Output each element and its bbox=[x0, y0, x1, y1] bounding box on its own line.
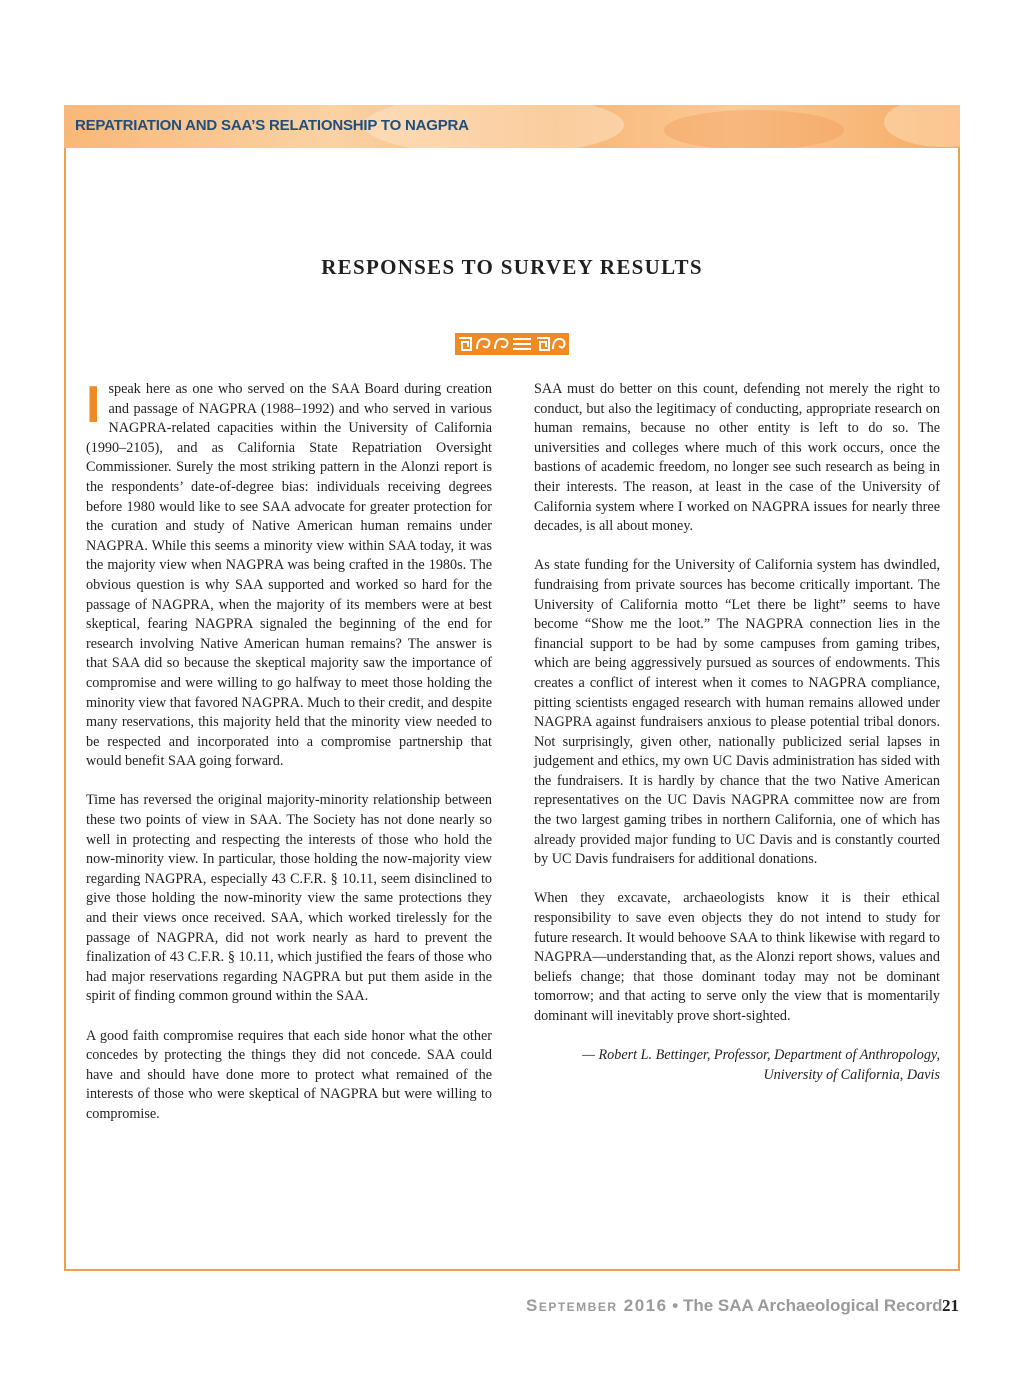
footer-date: September 2016 bbox=[526, 1296, 668, 1315]
signature-affiliation: University of California, Davis bbox=[763, 1066, 940, 1083]
page-title: RESPONSES TO SURVEY RESULTS bbox=[321, 255, 703, 279]
paragraph: A good faith compromise requires that each side honor what the other concedes by protecting the things they did not concede. SAA could have and should have done more to protect what remained of the interests of those who were skeptical of NAGPRA but were willing to compromise. bbox=[86, 1027, 492, 1122]
signature-line: — Robert L. Bettinger, Professor, Department of Anthropology, bbox=[582, 1047, 940, 1064]
paragraph: When they excavate, archaeologists know it is their ethical responsibility to save even objects they do not intend to study for future research. It would behoove SAA to think likewise with regard to NAGPRA—understanding that, as the Alonzi report shows, values and beliefs change; that those dominant today may not be dominant tomorrow; and that acting to serve only the view that is momentarily dominant will inevitably prove short-sighted. bbox=[534, 890, 940, 1024]
article-column-right bbox=[534, 380, 940, 1085]
paragraph: Ispeak here as one who served on the SAA Board during creation and passage of NAGPRA (1988–1992) and who served in various NAGPRA-related capacities within the University of California (1990–2105), and as California State Repatriation Oversight Commissioner. Surely the most striking pattern in the Alonzi report is the respondents’ date-of-degree bias: individuals receiving degrees before 1980 would like to see SAA advocate for greater protection for the curation and study of Native American human remains under NAGPRA. While this seems a minority view within SAA today, it was the majority view when NAGPRA was being crafted in the 1980s. The obvious question is why SAA supported and worked so hard for the passage of NAGPRA, when the majority of its members were at best skeptical, fearing NAGPRA signaled the beginning of the end for research involving Native American human remains? The answer is that SAA did so because the skeptical majority saw the importance of compromise and were willing to go halfway to meet those holding the minority view that favored NAGPRA. Much to their credit, and despite many reservations, this majority held that the minority view needed to be respected and incorporated into a compromise partnership that would benefit SAA going forward. bbox=[86, 376, 492, 770]
author-signature bbox=[534, 1046, 940, 1085]
footer-bullet: • bbox=[672, 1296, 679, 1315]
article-column-left bbox=[86, 376, 492, 1144]
paragraph: SAA must do better on this count, defending not merely the right to conduct, but also the legitimacy of conducting, appropriate research on human remains, because no other entity is left to do so. The universities and colleges where much of this work occurs, once the bastions of academic freedom, no longer see such research as being in their interests. The reason, at least in the case of the University of California system where I worked on NAGPRA issues for nearly three decades, is all about money. bbox=[534, 381, 940, 535]
paragraph: As state funding for the University of California system has dwindled, fundraising from private sources has become critically important. The University of California motto “Let there be light” seems to have become “Show me the loot.” The NAGPRA connection lies in the financial support to be had by some campuses from gaming tribes, which are being aggressively pursued as sources of endowments. This creates a conflict of interest when it comes to NAGPRA compliance, pitting scientists engaged research with human remains allowed under NAGPRA against fundraisers anxious to please potential tribal donors. Not surprisingly, given other, nationally publicized serial lapses in judgement and ethics, my own UC Davis administration has sided with the fundraisers. It is hardly by chance that the two Native American representatives on the UC Davis NAGPRA committee now are from the two largest gaming tribes in northern California, one of which has already provided major funding to UC Davis and is constantly courted by UC Davis fundraisers for additional donations. bbox=[534, 557, 940, 868]
section-title: REPATRIATION AND SAA’S RELATIONSHIP TO NAGPRA bbox=[75, 117, 469, 134]
page-footer bbox=[526, 1296, 942, 1316]
decorative-ornament-icon bbox=[455, 333, 569, 355]
footer-publication: The SAA Archaeological Record bbox=[682, 1296, 943, 1315]
section-banner bbox=[64, 105, 960, 148]
paragraph: Time has reversed the original majority-minority relationship between these two points of view in SAA. The Society has not done nearly so well in protecting and respecting the interests of those who hold the now-minority view. In particular, those holding the now-majority view regarding NAGPRA, especially 43 C.F.R. § 10.11, seem disinclined to give those holding the now-minority view the same protections they and their views once received. SAA, which worked tirelessly for the passage of NAGPRA, did not work nearly as hard to prevent the finalization of 43 C.F.R. § 10.11, which justified the fears of those who had major reservations regarding NAGPRA but put them aside in the spirit of finding common ground within the SAA. bbox=[86, 792, 492, 1005]
drop-cap: I bbox=[86, 376, 101, 434]
page-number: 21 bbox=[942, 1296, 959, 1315]
